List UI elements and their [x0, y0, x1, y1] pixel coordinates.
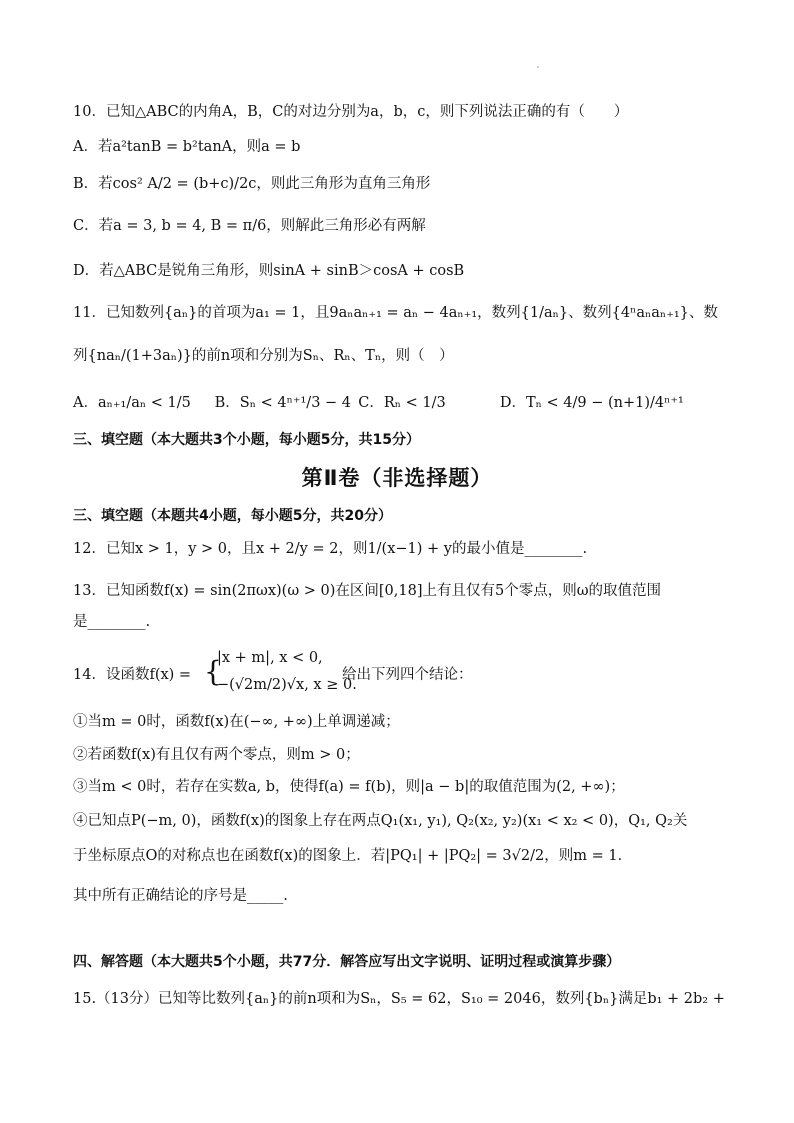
q11-option-b: B．Sₙ < 4ⁿ⁺¹/3 − 4 — [214, 395, 352, 411]
q10-option-a: A．若a²tanB = b²tanA，则a = b — [73, 139, 301, 155]
q10-option-b: B．若cos² A/2 = (b+c)/2c，则此三角形为直角三角形 — [73, 176, 431, 192]
q15: 15.（13分）已知等比数列{aₙ}的前n项和为Sₙ，S₅ = 62，S₁₀ = 2046，数列{bₙ}满足b₁ + 2b₂ + — [73, 991, 725, 1007]
section-4-heading: 四、解答题（本大题共5个小题，共77分．解答应写出文字说明、证明过程或演算步骤） — [73, 954, 621, 970]
q12: 12．已知x > 1，y > 0，且x + 2/y = 2，则1/(x−1) + y的最小值是________. — [73, 541, 588, 557]
q14-statement-2: ②若函数f(x)有且仅有两个零点，则m > 0； — [73, 747, 360, 763]
q14-statement-1: ①当m = 0时，函数f(x)在(−∞, +∞)上单调递减； — [73, 714, 400, 730]
q10-stem: 10．已知△ABC的内角A，B，C的对边分别为a，b，c，则下列说法正确的有（ ） — [73, 104, 629, 120]
q11-option-c: C．Rₙ < 1/3 — [358, 395, 446, 411]
q14-case-1: |x + m|, x < 0, — [217, 650, 323, 666]
q14-statement-4b: 于坐标原点O的对称点也在函数f(x)的图象上．若|PQ₁| + |PQ₂| = 3√2/2，则m = 1． — [73, 848, 633, 864]
speck — [537, 66, 539, 68]
q14-tail: 给出下列四个结论： — [342, 667, 473, 683]
q11-option-a: A．aₙ₊₁/aₙ < 1/5 — [73, 395, 191, 411]
q14-statement-3: ③当m < 0时，若存在实数a, b，使得f(a) = f(b)，则|a − b|的取值范围为(2, +∞)； — [73, 779, 625, 795]
section-3-fill-heading: 三、填空题（本题共4小题，每小题5分，共20分） — [73, 508, 392, 524]
piecewise-brace: { — [204, 655, 222, 688]
q10-option-c: C．若a = 3, b = 4, B = π/6，则解此三角形必有两解 — [73, 218, 426, 234]
q13-line-2: 是________. — [73, 614, 151, 630]
q11-options — [73, 393, 724, 413]
section-3-heading: 三、填空题（本大题共3个小题，每小题5分，共15分） — [73, 432, 420, 448]
q11-option-d: D．Tₙ < 4/9 − (n+1)/4ⁿ⁺¹ — [499, 395, 684, 411]
q11-stem: 11．已知数列{aₙ}的首项为a₁ = 1，且9aₙaₙ₊₁ = aₙ − 4aₙ₊₁，数列{1/aₙ}、数列{4ⁿaₙaₙ₊₁}、数 — [73, 305, 718, 321]
q14-function-lead: 14．设函数f(x) = — [73, 667, 192, 683]
volume-title: 第Ⅱ卷（非选择题） — [301, 466, 493, 490]
q14-ask: 其中所有正确结论的序号是_____. — [73, 888, 288, 904]
q11-stem-2: 列{naₙ/(1+3aₙ)}的前n项和分别为Sₙ、Rₙ、Tₙ，则（ ） — [73, 348, 454, 364]
q14-case-2: −(√2m/2)√x, x ≥ 0. — [217, 677, 357, 693]
q14-statement-4a: ④已知点P(−m, 0)，函数f(x)的图象上存在两点Q₁(x₁, y₁), Q₂(x₂, y₂)(x₁ < x₂ < 0)，Q₁, Q₂关 — [73, 813, 688, 829]
q13-line-1: 13．已知函数f(x) = sin(2πωx)(ω > 0)在区间[0,18]上有且仅有5个零点，则ω的取值范围 — [73, 583, 662, 599]
q10-option-d: D．若△ABC是锐角三角形，则sinA + sinB＞cosA + cosB — [73, 263, 465, 279]
